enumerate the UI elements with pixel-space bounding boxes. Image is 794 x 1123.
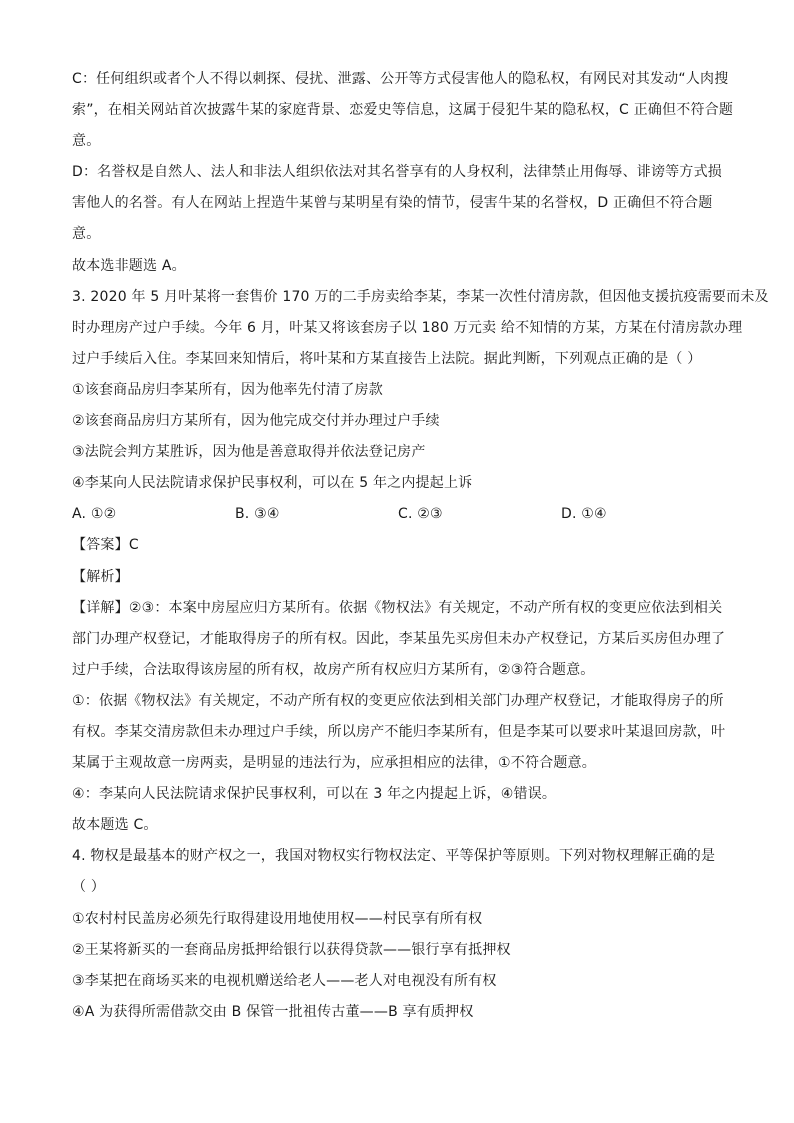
q3-conclusion: 故本题选 C。 xyxy=(72,817,158,834)
detail-label: 【详解】 xyxy=(72,599,129,616)
q3-detail-line-7: ④：李某向人民法院请求保护民事权利，可以在 3 年之内提起上诉，④错误。 xyxy=(72,786,557,803)
q3-answer xyxy=(72,530,732,561)
q2-conclusion: 故本选非题选 A。 xyxy=(72,257,186,274)
q3-detail-line-2: 部门办理产权登记，才能取得房子的所有权。因此，李某虽先买房但未办产权登记，方某后买房但办理了 xyxy=(72,630,726,647)
q2-option-d-line-3: 意。 xyxy=(72,226,101,243)
q3-detail-line-3: 过户手续，合法取得该房屋的所有权，故房产所有权应归方某所有，②③符合题意。 xyxy=(72,661,595,678)
detail-text-1: ②③：本案中房屋应归方某所有。依据《物权法》有关规定，不动产所有权的变更应依法到相关 xyxy=(128,599,723,616)
answer-label: 【答案】 xyxy=(72,537,129,554)
q2-option-d-line-1: D：名誉权是自然人、法人和非法人组织依法对其名誉享有的人身权利，法律禁止用侮辱、诽谤等方式损 xyxy=(72,164,722,181)
q3-statement-4: ④李某向人民法院请求保护民事权利，可以在 5 年之内提起上诉 xyxy=(72,475,473,492)
q4-statement-4: ④A 为获得所需借款交由 B 保管一批祖传古董——B 享有质押权 xyxy=(72,1003,474,1020)
q3-stem-line-3: 过户手续后入住。李某回来知情后，将叶某和方某直接告上法院。据此判断，下列观点正确的是（ ） xyxy=(72,350,702,367)
q3-statement-2: ②该套商品房归方某所有，因为他完成交付并办理过户手续 xyxy=(72,413,440,430)
q3-detail-line-4: ①：依据《物权法》有关规定，不动产所有权的变更应依法到相关部门办理产权登记，才能取得房子的所 xyxy=(72,692,724,709)
q3-stem-line-1: 3. 2020 年 5 月叶某将一套售价 170 万的二手房卖给李某，李某一次性付清房款，但因他支援抗疫需要而未及 xyxy=(72,288,769,305)
q3-statement-1: ①该套商品房归李某所有，因为他率先付清了房款 xyxy=(72,381,383,398)
q2-option-c-line-1: C：任何组织或者个人不得以刺探、侵扰、泄露、公开等方式侵害他人的隐私权，有网民对其发动“人肉搜 xyxy=(72,71,729,87)
q4-statement-3: ③李某把在商场买来的电视机赠送给老人——老人对电视没有所有权 xyxy=(72,972,497,989)
q3-option-b: B. ③④ xyxy=(235,506,280,523)
answer-value: C xyxy=(128,537,139,554)
q3-option-d: D. ①④ xyxy=(561,506,607,523)
q3-detail-line-6: 某属于主观故意一房两卖，是明显的违法行为，应承担相应的法律，①不符合题意。 xyxy=(72,755,596,772)
q4-stem-line-1: 4. 物权是最基本的财产权之一，我国对物权实行物权法定、平等保护等原则。下列对物权理解正确的是 xyxy=(72,848,716,865)
q3-statement-3: ③法院会判方某胜诉，因为他是善意取得并依法登记房产 xyxy=(72,444,426,461)
q3-option-c: C. ②③ xyxy=(398,506,443,523)
q2-option-d-line-2: 害他人的名誉。有人在网站上捏造牛某曾与某明星有染的情节，侵害牛某的名誉权，D 正确但不符合题 xyxy=(72,195,713,212)
q3-analysis-label: 【解析】 xyxy=(72,568,129,585)
q4-statement-1: ①农村村民盖房必须先行取得建设用地使用权——村民享有所有权 xyxy=(72,910,483,927)
q3-options xyxy=(72,499,732,530)
document-body xyxy=(72,64,769,1028)
q3-option-a: A. ①② xyxy=(72,506,117,523)
q3-detail-line-5: 有权。李某交清房款但未办理过户手续，所以房产不能归李某所有，但是李某可以要求叶某退回房款，叶 xyxy=(72,723,726,740)
q3-detail-line-1 xyxy=(72,593,732,624)
q4-statement-2: ②王某将新买的一套商品房抵押给银行以获得贷款——银行享有抵押权 xyxy=(72,941,511,958)
q4-stem-line-2: （ ） xyxy=(72,879,106,896)
q2-option-c-line-2: 索”，在相关网站首次披露牛某的家庭背景、恋爱史等信息，这属于侵犯牛某的隐私权，C 正确但不符合题 xyxy=(72,102,734,119)
q2-option-c-line-3: 意。 xyxy=(72,133,101,150)
q3-stem-line-2: 时办理房产过户手续。今年 6 月，叶某又将该套房子以 180 万元卖 给不知情的方某，方某在付清房款办理 xyxy=(72,319,743,336)
